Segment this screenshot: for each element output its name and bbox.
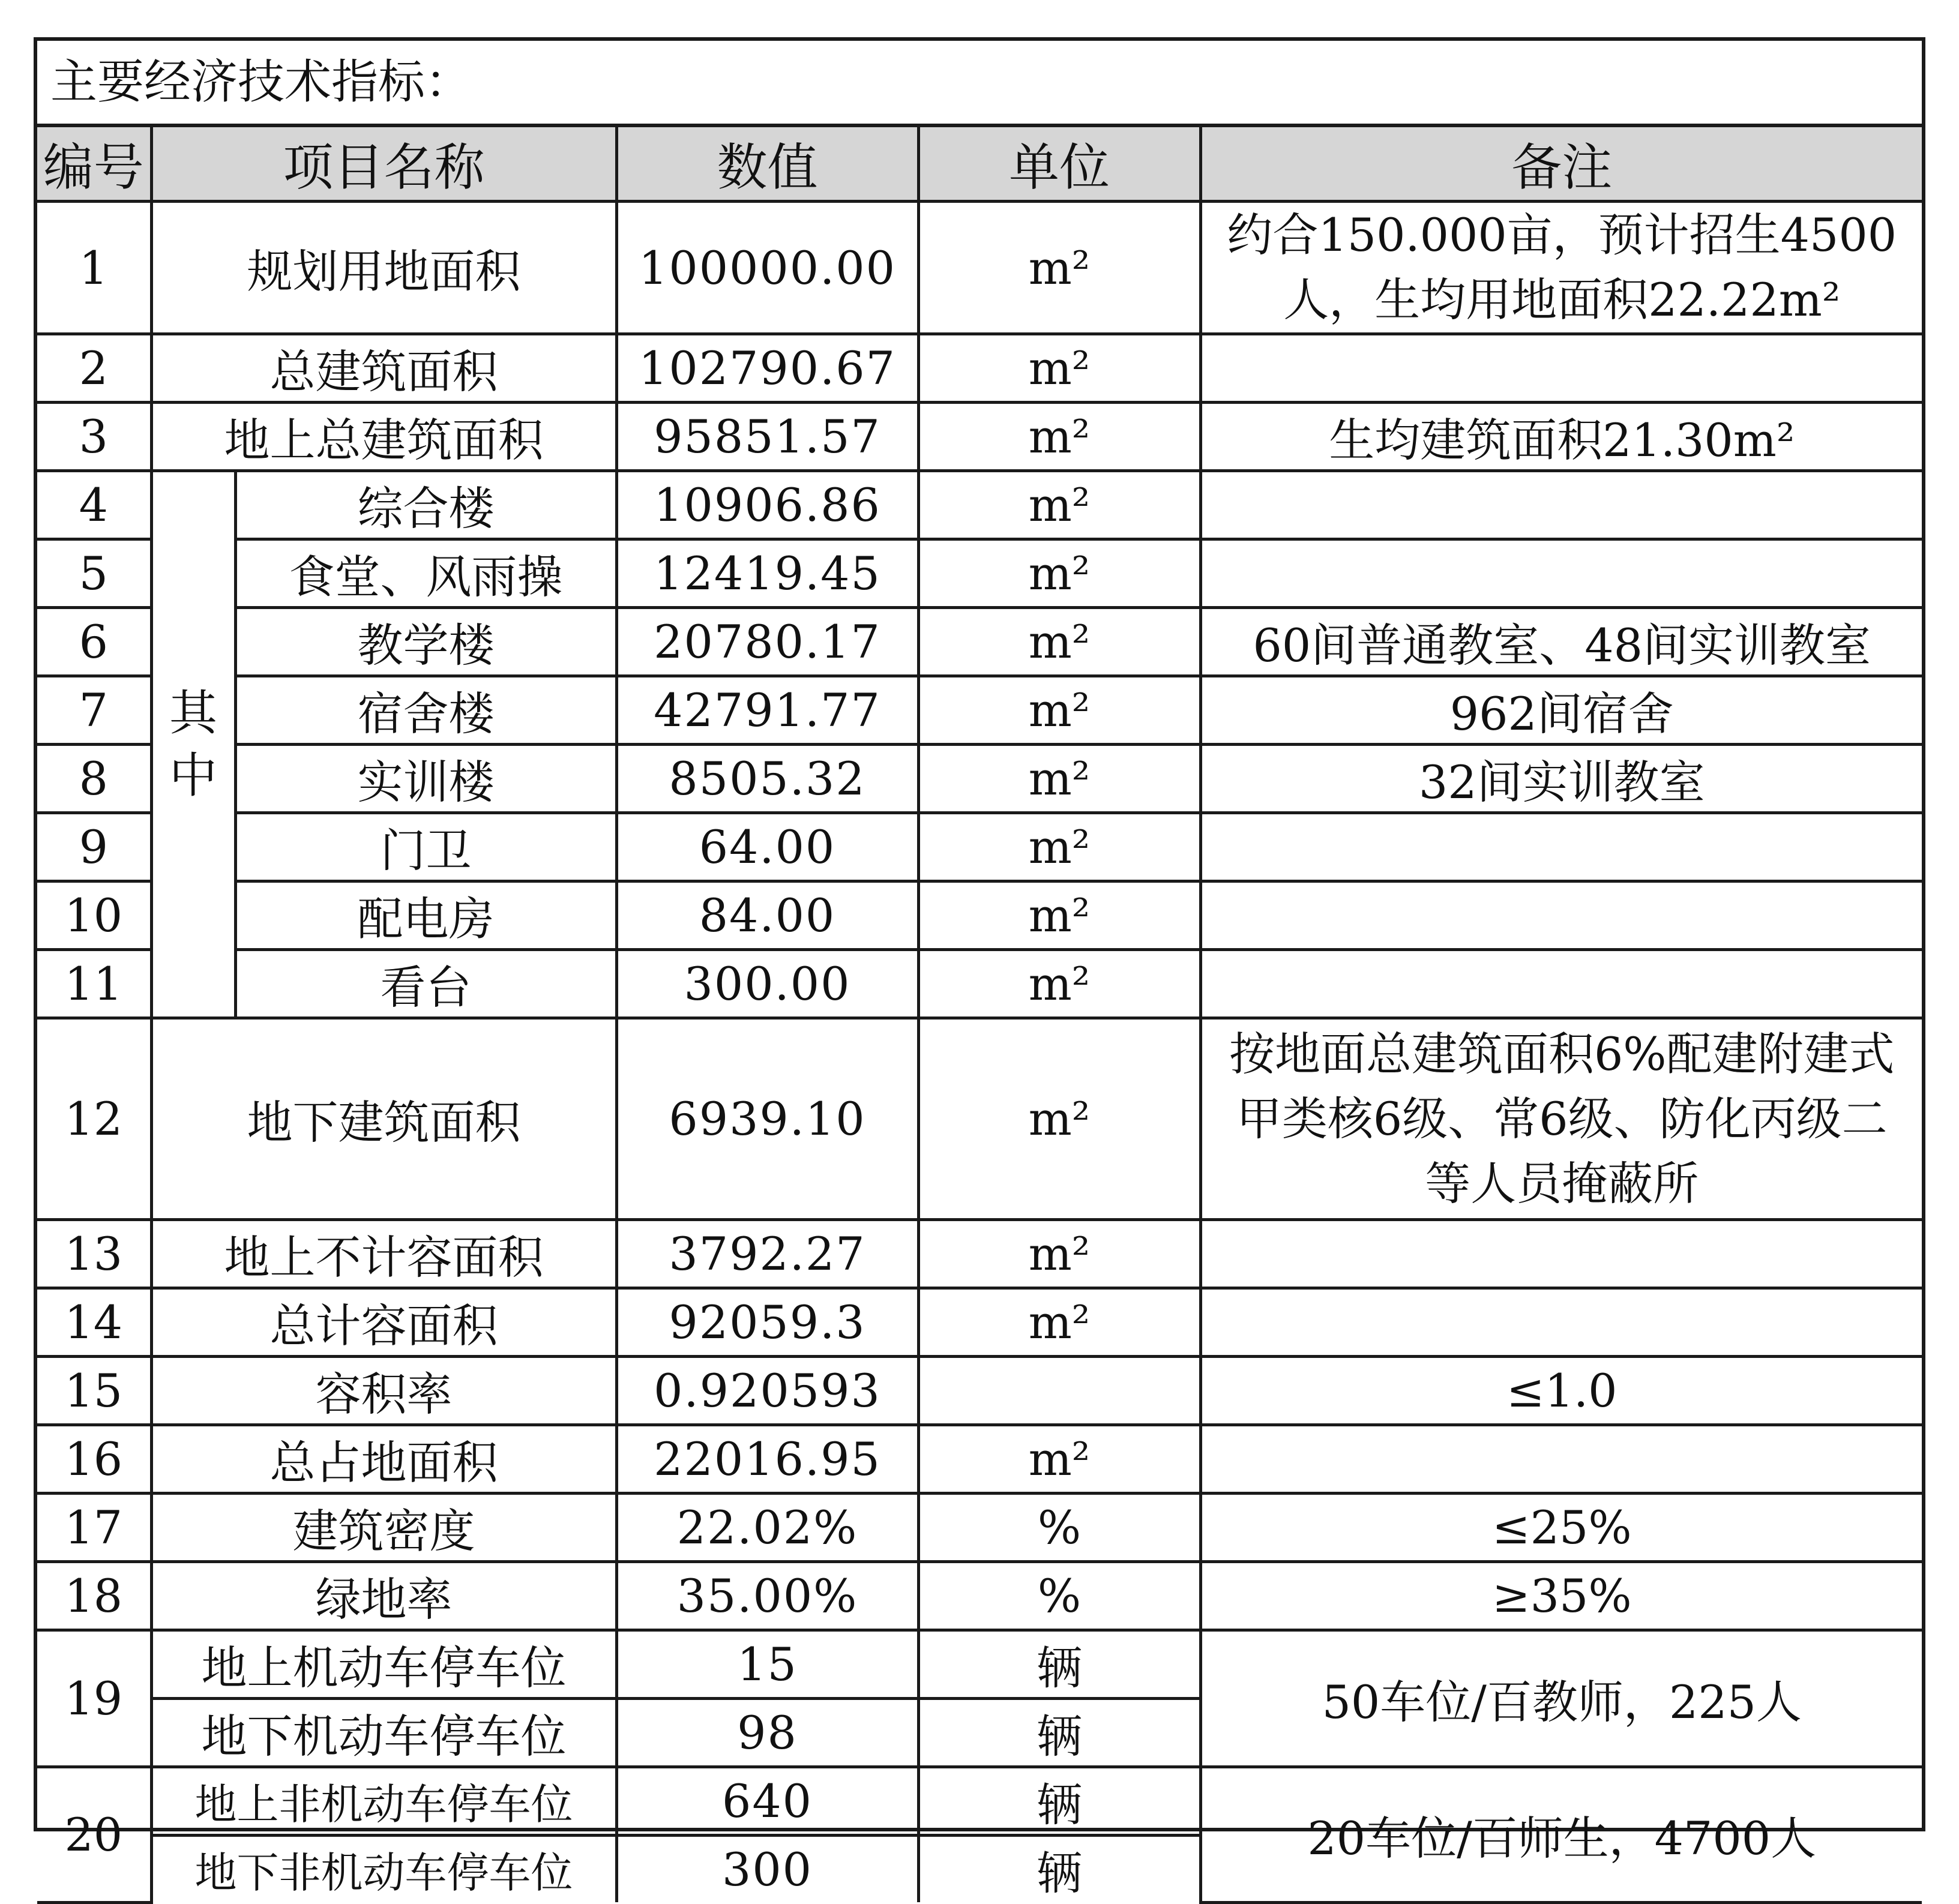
indicator-sheet xyxy=(34,37,1925,1900)
row-name: 看台 xyxy=(235,950,616,1018)
row-name: 地下非机动车停车位 xyxy=(151,1836,616,1903)
row-unit: m² xyxy=(918,1018,1200,1220)
row-name: 地上机动车停车位 xyxy=(151,1630,616,1699)
row-unit: m² xyxy=(918,471,1200,539)
row-note xyxy=(1200,334,1922,403)
row-unit: m² xyxy=(918,745,1200,813)
row-unit xyxy=(918,1357,1200,1425)
row-no: 16 xyxy=(37,1425,151,1494)
row-unit: m² xyxy=(918,403,1200,471)
row-note: ≤1.0 xyxy=(1200,1357,1922,1425)
table-row xyxy=(37,1357,1922,1425)
row-note xyxy=(1200,539,1922,608)
row-note: 按地面总建筑面积6%配建附建式甲类核6级、常6级、防化丙级二等人员掩蔽所 xyxy=(1200,1018,1922,1220)
row-note xyxy=(1200,950,1922,1018)
table-row xyxy=(37,1767,1922,1836)
table-row xyxy=(37,403,1922,471)
row-note: 962间宿舍 xyxy=(1200,676,1922,745)
row-value: 640 xyxy=(616,1767,918,1836)
row-unit: m² xyxy=(918,334,1200,403)
row-unit: m² xyxy=(918,676,1200,745)
row-no: 13 xyxy=(37,1220,151,1288)
row-no: 11 xyxy=(37,950,151,1018)
row-name: 建筑密度 xyxy=(151,1494,616,1562)
header-note: 备注 xyxy=(1200,127,1922,202)
row-no: 3 xyxy=(37,403,151,471)
row-no: 10 xyxy=(37,881,151,950)
row-no: 15 xyxy=(37,1357,151,1425)
row-name: 门卫 xyxy=(235,813,616,881)
row-value: 3792.27 xyxy=(616,1220,918,1288)
row-no: 14 xyxy=(37,1288,151,1357)
row-unit: 辆 xyxy=(918,1836,1200,1903)
row-no: 19 xyxy=(37,1630,151,1767)
row-no: 20 xyxy=(37,1767,151,1903)
row-note: 60间普通教室、48间实训教室 xyxy=(1200,608,1922,676)
table-row xyxy=(37,334,1922,403)
row-value: 98 xyxy=(616,1699,918,1767)
row-name: 地上不计容面积 xyxy=(151,1220,616,1288)
row-name: 总建筑面积 xyxy=(151,334,616,403)
row-no: 6 xyxy=(37,608,151,676)
row-value: 35.00% xyxy=(616,1562,918,1630)
row-value: 64.00 xyxy=(616,813,918,881)
group-label: 其中 xyxy=(169,685,217,803)
row-no: 17 xyxy=(37,1494,151,1562)
row-value: 20780.17 xyxy=(616,608,918,676)
row-value: 300.00 xyxy=(616,950,918,1018)
row-note: ≥35% xyxy=(1200,1562,1922,1630)
row-no: 8 xyxy=(37,745,151,813)
row-no: 12 xyxy=(37,1018,151,1220)
table-row xyxy=(37,1494,1922,1562)
row-unit: m² xyxy=(918,813,1200,881)
indicator-table xyxy=(37,127,1922,1904)
row-note xyxy=(1200,471,1922,539)
row-name: 总占地面积 xyxy=(151,1425,616,1494)
row-name: 规划用地面积 xyxy=(151,202,616,334)
row-value: 42791.77 xyxy=(616,676,918,745)
row-value: 12419.45 xyxy=(616,539,918,608)
row-unit: m² xyxy=(918,1288,1200,1357)
table-row xyxy=(37,1288,1922,1357)
row-note xyxy=(1200,881,1922,950)
row-no: 4 xyxy=(37,471,151,539)
table-row xyxy=(37,608,1922,676)
row-unit: m² xyxy=(918,539,1200,608)
row-name: 总计容面积 xyxy=(151,1288,616,1357)
row-note: 32间实训教室 xyxy=(1200,745,1922,813)
row-name: 宿舍楼 xyxy=(235,676,616,745)
row-name: 地下建筑面积 xyxy=(151,1018,616,1220)
row-value: 22.02% xyxy=(616,1494,918,1562)
row-no: 9 xyxy=(37,813,151,881)
table-row xyxy=(37,471,1922,539)
row-unit: m² xyxy=(918,1220,1200,1288)
row-note: 生均建筑面积21.30m² xyxy=(1200,403,1922,471)
row-note: ≤25% xyxy=(1200,1494,1922,1562)
row-unit: % xyxy=(918,1562,1200,1630)
row-note xyxy=(1200,1220,1922,1288)
row-value: 22016.95 xyxy=(616,1425,918,1494)
table-row xyxy=(37,202,1922,334)
header-unit: 单位 xyxy=(918,127,1200,202)
group-label-cell xyxy=(151,471,235,1018)
row-value: 102790.67 xyxy=(616,334,918,403)
row-name: 容积率 xyxy=(151,1357,616,1425)
header-name: 项目名称 xyxy=(151,127,616,202)
row-no: 2 xyxy=(37,334,151,403)
row-name: 绿地率 xyxy=(151,1562,616,1630)
row-note: 20车位/百师生，4700人 xyxy=(1200,1767,1922,1903)
row-no: 18 xyxy=(37,1562,151,1630)
row-name: 教学楼 xyxy=(235,608,616,676)
row-no: 7 xyxy=(37,676,151,745)
header-row xyxy=(37,127,1922,202)
row-unit: 辆 xyxy=(918,1767,1200,1836)
row-unit: 辆 xyxy=(918,1699,1200,1767)
row-note: 约合150.000亩，预计招生4500人，生均用地面积22.22m² xyxy=(1200,202,1922,334)
table-row xyxy=(37,1220,1922,1288)
row-name: 地上总建筑面积 xyxy=(151,403,616,471)
row-unit: m² xyxy=(918,608,1200,676)
row-name: 地下机动车停车位 xyxy=(151,1699,616,1767)
row-name: 食堂、风雨操 xyxy=(235,539,616,608)
table-row xyxy=(37,1425,1922,1494)
row-note xyxy=(1200,1425,1922,1494)
row-value: 6939.10 xyxy=(616,1018,918,1220)
row-value: 92059.3 xyxy=(616,1288,918,1357)
row-unit: m² xyxy=(918,881,1200,950)
row-note: 50车位/百教师，225人 xyxy=(1200,1630,1922,1767)
row-value: 0.920593 xyxy=(616,1357,918,1425)
row-unit: % xyxy=(918,1494,1200,1562)
table-row xyxy=(37,1630,1922,1699)
row-note xyxy=(1200,1288,1922,1357)
row-value: 8505.32 xyxy=(616,745,918,813)
row-unit: 辆 xyxy=(918,1630,1200,1699)
table-row xyxy=(37,950,1922,1018)
row-name: 实训楼 xyxy=(235,745,616,813)
table-row xyxy=(37,676,1922,745)
table-row xyxy=(37,745,1922,813)
row-value: 300 xyxy=(616,1836,918,1903)
row-note xyxy=(1200,813,1922,881)
header-no: 编号 xyxy=(37,127,151,202)
row-name: 地上非机动车停车位 xyxy=(151,1767,616,1836)
row-unit: m² xyxy=(918,950,1200,1018)
row-no: 1 xyxy=(37,202,151,334)
row-value: 95851.57 xyxy=(616,403,918,471)
row-unit: m² xyxy=(918,1425,1200,1494)
row-unit: m² xyxy=(918,202,1200,334)
table-row xyxy=(37,881,1922,950)
table-row xyxy=(37,539,1922,608)
row-value: 100000.00 xyxy=(616,202,918,334)
row-value: 10906.86 xyxy=(616,471,918,539)
row-name: 配电房 xyxy=(235,881,616,950)
table-row xyxy=(37,813,1922,881)
header-value: 数值 xyxy=(616,127,918,202)
row-name: 综合楼 xyxy=(235,471,616,539)
table-row xyxy=(37,1562,1922,1630)
sheet-title: 主要经济技术指标： xyxy=(37,41,1922,127)
table-row xyxy=(37,1018,1922,1220)
row-value: 84.00 xyxy=(616,881,918,950)
row-no: 5 xyxy=(37,539,151,608)
row-value: 15 xyxy=(616,1630,918,1699)
